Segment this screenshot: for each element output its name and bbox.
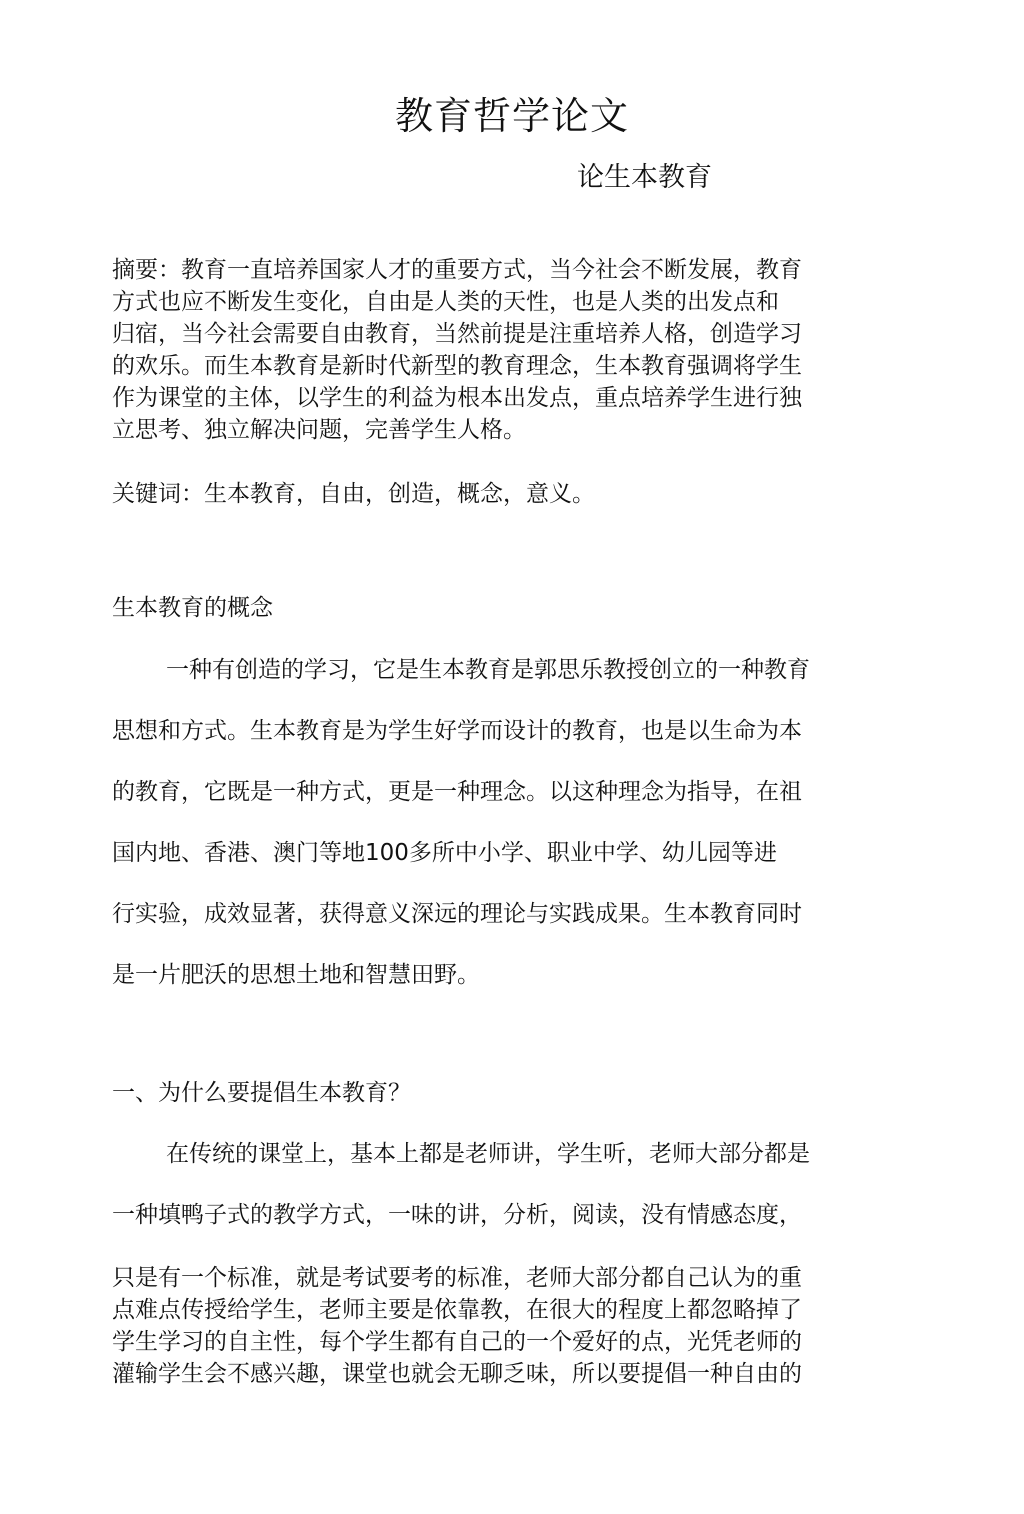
concept-line: 国内地、香港、澳门等地100多所中小学、职业中学、幼儿园等进 <box>112 840 777 866</box>
document-title: 教育哲学论文 <box>394 94 629 138</box>
concept-paragraph <box>112 640 872 1006</box>
keywords-line: 关键词：生本教育，自由，创造，概念，意义。 <box>112 481 595 507</box>
section-heading-why: 一、为什么要提倡生本教育？ <box>112 1080 411 1106</box>
why-paragraph-wide <box>112 1124 872 1246</box>
why-paragraph-tight <box>112 1262 872 1390</box>
why-line: 灌输学生会不感兴趣，课堂也就会无聊乏味，所以要提倡一种自由的 <box>112 1361 802 1387</box>
why-line: 一种填鸭子式的教学方式，一味的讲，分析，阅读，没有情感态度， <box>112 1202 802 1228</box>
abstract-line: 方式也应不断发生变化，自由是人类的天性，也是人类的出发点和 <box>112 289 779 315</box>
why-line: 学生学习的自主性，每个学生都有自己的一个爱好的点，光凭老师的 <box>112 1329 802 1355</box>
abstract-line: 立思考、独立解决问题，完善学生人格。 <box>112 417 526 443</box>
concept-line: 的教育，它既是一种方式，更是一种理念。以这种理念为指导，在祖 <box>112 779 802 805</box>
abstract-line: 作为课堂的主体，以学生的利益为根本出发点，重点培养学生进行独 <box>112 385 802 411</box>
why-line: 只是有一个标准，就是考试要考的标准，老师大部分都自己认为的重 <box>112 1265 802 1291</box>
concept-line: 是一片肥沃的思想土地和智慧田野。 <box>112 962 480 988</box>
document-subtitle: 论生本教育 <box>577 162 712 193</box>
concept-line: 思想和方式。生本教育是为学生好学而设计的教育，也是以生命为本 <box>112 718 802 744</box>
why-line: 点难点传授给学生，老师主要是依靠教，在很大的程度上都忽略掉了 <box>112 1297 802 1323</box>
abstract-line: 摘要：教育一直培养国家人才的重要方式，当今社会不断发展，教育 <box>112 257 802 283</box>
concept-line: 一种有创造的学习，它是生本教育是郭思乐教授创立的一种教育 <box>166 657 810 683</box>
concept-line: 行实验，成效显著，获得意义深远的理论与实践成果。生本教育同时 <box>112 901 802 927</box>
abstract-paragraph <box>112 254 872 446</box>
abstract-line: 归宿，当今社会需要自由教育，当然前提是注重培养人格，创造学习 <box>112 321 802 347</box>
abstract-line: 的欢乐。而生本教育是新时代新型的教育理念，生本教育强调将学生 <box>112 353 802 379</box>
why-line: 在传统的课堂上，基本上都是老师讲，学生听，老师大部分都是 <box>166 1141 810 1167</box>
keywords-paragraph <box>112 478 872 510</box>
section-heading-concept: 生本教育的概念 <box>112 595 273 621</box>
